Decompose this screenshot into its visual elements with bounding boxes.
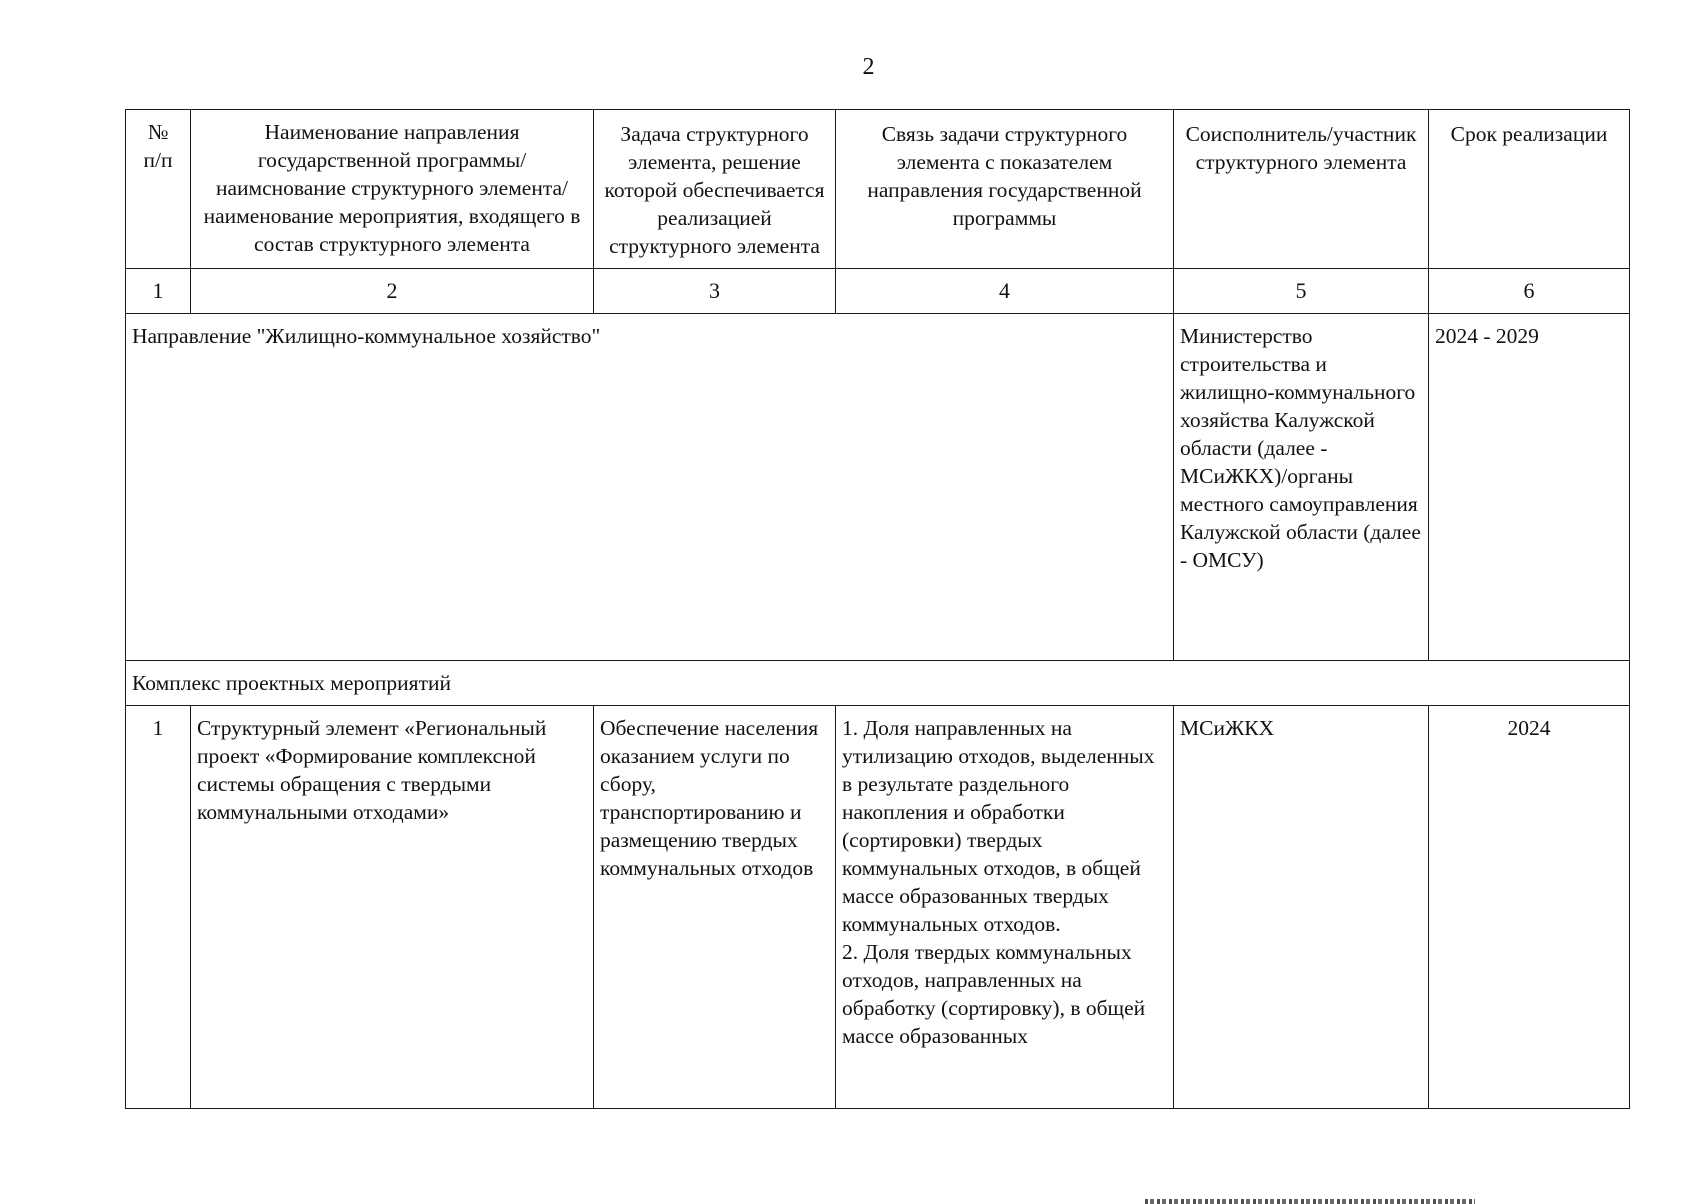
column-number: 2 (191, 269, 594, 314)
column-number: 3 (594, 269, 836, 314)
column-number: 5 (1174, 269, 1429, 314)
row-task: Обеспечение населения оказанием услуги по сбору, транспортированию и размещению твердых коммунальных отходов (594, 706, 836, 1109)
structural-elements-table (125, 109, 1630, 1109)
section-row (126, 661, 1630, 706)
row-link: 1. Доля направленных на утилизацию отходов, выделенных в результате раздельного накопления и обработки (сортировки) твердых коммунальных отходов, в общей массе образованных твердых коммунальных отходов. 2. Доля твердых коммунальных отходов, направленных на обработку (сортировку), в общей массе образованных (836, 706, 1174, 1109)
row-coexecutor: МСиЖКХ (1174, 706, 1429, 1109)
table-row (126, 706, 1630, 1109)
row-num: 1 (126, 706, 191, 1109)
direction-term: 2024 - 2029 (1429, 314, 1630, 661)
row-name: Структурный элемент «Региональный проект «Формирование комплексной системы обращения с твердыми коммунальными отходами» (191, 706, 594, 1109)
header-name: Наименование направления государственной программы/наимснование структурного элемента/наименование мероприятия, входящего в состав структурного элемента (191, 110, 594, 269)
column-number: 6 (1429, 269, 1630, 314)
direction-coexecutor: Министерство строительства и жилищно-коммунального хозяйства Калужской области (далее - МСиЖКХ)/органы местного самоуправления Калужской области (далее - ОМСУ) (1174, 314, 1429, 661)
page-number: 2 (862, 54, 875, 80)
table-header-row (126, 110, 1630, 269)
section-title: Комплекс проектных мероприятий (126, 661, 1630, 706)
header-num: № п/п (126, 110, 191, 269)
direction-row (126, 314, 1630, 661)
direction-title: Направление "Жилищно-коммунальное хозяйство" (126, 314, 1174, 661)
column-number: 1 (126, 269, 191, 314)
column-number: 4 (836, 269, 1174, 314)
header-link: Связь задачи структурного элемента с показателем направления государственной программы (836, 110, 1174, 269)
header-coexecutor: Соисполнитель/участник структурного элемента (1174, 110, 1429, 269)
header-task: Задача структурного элемента, решение которой обеспечивается реализацией структурного элемента (594, 110, 836, 269)
row-term: 2024 (1429, 706, 1630, 1109)
column-numbers-row (126, 269, 1630, 314)
header-term: Срок реализации (1429, 110, 1630, 269)
